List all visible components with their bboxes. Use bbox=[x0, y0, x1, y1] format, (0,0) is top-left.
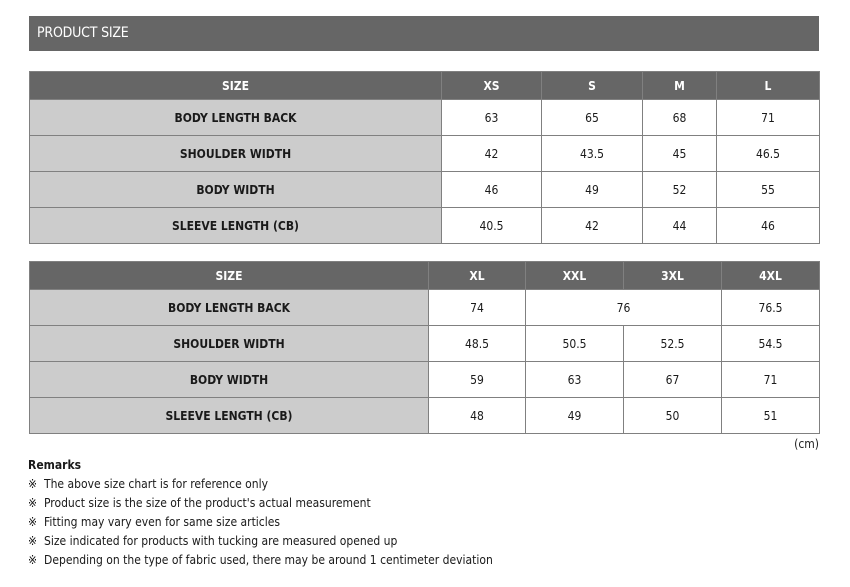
remark-item bbox=[28, 475, 493, 494]
table-header-row bbox=[30, 262, 820, 290]
remark-item bbox=[28, 494, 493, 513]
product-size-header bbox=[29, 16, 819, 51]
size-header-xs: XS bbox=[442, 72, 542, 100]
table-row bbox=[30, 208, 820, 244]
table-cell: 71 bbox=[717, 100, 820, 136]
table-cell: 49 bbox=[542, 172, 643, 208]
page-title: PRODUCT SIZE bbox=[37, 25, 129, 41]
size-column-header: SIZE bbox=[30, 262, 429, 290]
remark-text: Depending on the type of fabric used, there may be around 1 centimeter deviation bbox=[44, 553, 493, 567]
size-header-4xl: 4XL bbox=[722, 262, 820, 290]
table-cell: 40.5 bbox=[442, 208, 542, 244]
table-cell: 46 bbox=[442, 172, 542, 208]
reference-mark-icon: ※ bbox=[28, 553, 38, 567]
table-cell-merged: 76 bbox=[526, 290, 722, 326]
remarks-title: Remarks bbox=[28, 458, 82, 472]
table-row bbox=[30, 290, 820, 326]
table-cell: 63 bbox=[526, 362, 624, 398]
row-label: SLEEVE LENGTH (CB) bbox=[30, 398, 429, 434]
table-cell: 44 bbox=[643, 208, 717, 244]
remark-item bbox=[28, 551, 493, 570]
remark-text: Size indicated for products with tucking are measured opened up bbox=[44, 534, 398, 548]
remark-item bbox=[28, 513, 493, 532]
table-cell: 52.5 bbox=[624, 326, 722, 362]
table-cell: 54.5 bbox=[722, 326, 820, 362]
table-cell: 48 bbox=[429, 398, 526, 434]
table-header-row bbox=[30, 72, 820, 100]
table-cell: 51 bbox=[722, 398, 820, 434]
table-cell: 45 bbox=[643, 136, 717, 172]
row-label: BODY WIDTH bbox=[30, 172, 442, 208]
unit-note: (cm) bbox=[794, 437, 819, 451]
table-cell: 63 bbox=[442, 100, 542, 136]
row-label: BODY WIDTH bbox=[30, 362, 429, 398]
size-table-large bbox=[29, 261, 820, 434]
row-label: BODY LENGTH BACK bbox=[30, 100, 442, 136]
table-cell: 55 bbox=[717, 172, 820, 208]
table-row bbox=[30, 362, 820, 398]
remark-text: Fitting may vary even for same size articles bbox=[44, 515, 281, 529]
table-cell: 71 bbox=[722, 362, 820, 398]
table-cell: 50 bbox=[624, 398, 722, 434]
table-cell: 59 bbox=[429, 362, 526, 398]
table-row bbox=[30, 398, 820, 434]
table-cell: 42 bbox=[542, 208, 643, 244]
size-table-small bbox=[29, 71, 820, 244]
table-cell: 46 bbox=[717, 208, 820, 244]
table-row bbox=[30, 100, 820, 136]
table-cell: 48.5 bbox=[429, 326, 526, 362]
table-cell: 76.5 bbox=[722, 290, 820, 326]
table-row bbox=[30, 172, 820, 208]
table-cell: 74 bbox=[429, 290, 526, 326]
remark-item bbox=[28, 532, 493, 551]
reference-mark-icon: ※ bbox=[28, 515, 38, 529]
reference-mark-icon: ※ bbox=[28, 477, 38, 491]
table-cell: 49 bbox=[526, 398, 624, 434]
size-header-l: L bbox=[717, 72, 820, 100]
table-cell: 65 bbox=[542, 100, 643, 136]
table-row bbox=[30, 136, 820, 172]
remark-text: Product size is the size of the product's actual measurement bbox=[44, 496, 371, 510]
table-cell: 50.5 bbox=[526, 326, 624, 362]
size-column-header: SIZE bbox=[30, 72, 442, 100]
remark-text: The above size chart is for reference only bbox=[44, 477, 268, 491]
reference-mark-icon: ※ bbox=[28, 496, 38, 510]
table-row bbox=[30, 326, 820, 362]
remarks-section bbox=[28, 456, 493, 570]
table-cell: 52 bbox=[643, 172, 717, 208]
size-header-xxl: XXL bbox=[526, 262, 624, 290]
row-label: SLEEVE LENGTH (CB) bbox=[30, 208, 442, 244]
table-cell: 46.5 bbox=[717, 136, 820, 172]
row-label: SHOULDER WIDTH bbox=[30, 136, 442, 172]
table-cell: 68 bbox=[643, 100, 717, 136]
size-header-s: S bbox=[542, 72, 643, 100]
size-header-xl: XL bbox=[429, 262, 526, 290]
table-cell: 67 bbox=[624, 362, 722, 398]
row-label: BODY LENGTH BACK bbox=[30, 290, 429, 326]
size-header-3xl: 3XL bbox=[624, 262, 722, 290]
table-cell: 42 bbox=[442, 136, 542, 172]
reference-mark-icon: ※ bbox=[28, 534, 38, 548]
table-cell: 43.5 bbox=[542, 136, 643, 172]
size-header-m: M bbox=[643, 72, 717, 100]
row-label: SHOULDER WIDTH bbox=[30, 326, 429, 362]
